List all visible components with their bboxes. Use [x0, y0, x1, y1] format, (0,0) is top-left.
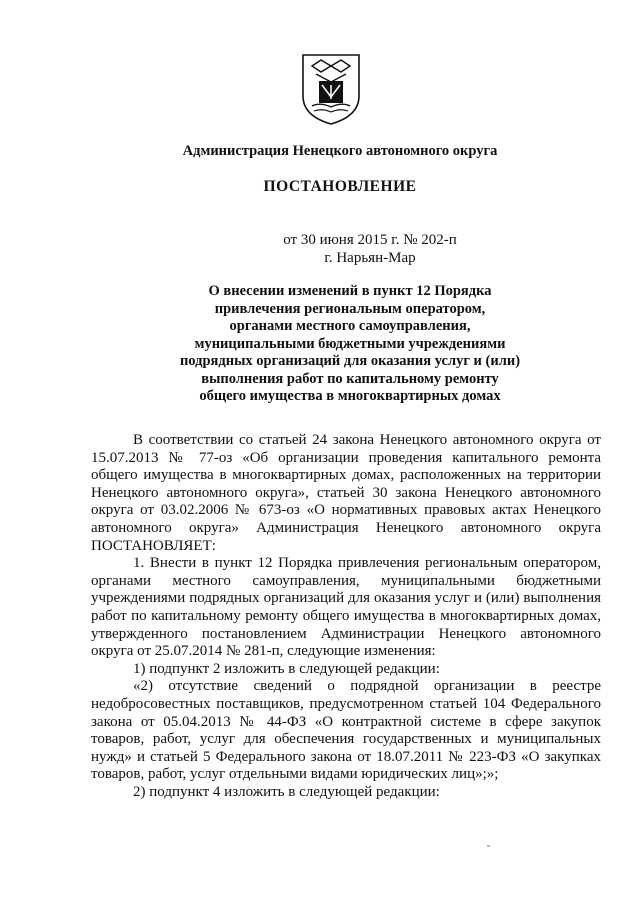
subitem-2-paragraph: 2) подпункт 4 изложить в следующей редакции:	[133, 783, 440, 800]
document-title	[90, 283, 610, 406]
item-1-paragraph: 1. Внести в пункт 12 Порядка привлечения региональным оператором, органами местного самоуправления, муниципальными бюджетными учреждениями подрядных организаций для оказания услуг и (или) выполнения работ по капитальному ремонту общего имущества в многоквартирных домах, утвержденного постановлением Администрации Ненецкого автономного округа от 25.07.2014 № 281-п, следующие изменения:	[91, 555, 601, 660]
title-line: муниципальными бюджетными учреждениями	[194, 335, 506, 352]
document-body	[91, 432, 601, 801]
title-line: общего имущества в многоквартирных домах	[199, 388, 501, 404]
subitem-1-paragraph: 1) подпункт 2 изложить в следующей редакции:	[133, 660, 440, 677]
document-place: г. Нарьян-Мар	[324, 250, 416, 266]
subitem-1-text: «2) отсутствие сведений о подрядной организации в реестре недобросовестных поставщиков, предусмотренном статьей 104 Федерального закона от 05.04.2013 № 44-ФЗ «О контрактной системе в сфере закупок товаров, работ, услуг для обеспечения государственных и муниципальных нужд» и статьей 5 Федерального закона от 18.07.2011 № 223-ФЗ «О закупках товаров, работ, услуг отдельными видами юридических лиц»;»;	[91, 678, 601, 783]
scan-speck	[487, 845, 490, 847]
preamble-paragraph: В соответствии со статьей 24 закона Ненецкого автономного округа от 15.07.2013 № 77-оз «Об организации проведения капитального ремонта общего имущества в многоквартирных домах, расположенных на территории Ненецкого автономного округа», статьей 30 закона Ненецкого автономного округа от 03.02.2006 № 673-оз «О нормативных правовых актах Ненецкого автономного округа» Администрация Ненецкого автономного округа ПОСТАНОВЛЯЕТ:	[91, 432, 601, 554]
title-line: привлечения региональным оператором,	[214, 300, 486, 317]
document-type: ПОСТАНОВЛЕНИЕ	[263, 178, 417, 195]
organization-name: Администрация Ненецкого автономного округа	[182, 143, 498, 159]
title-line: выполнения работ по капитальному ремонту	[201, 370, 499, 387]
title-line: органами местного самоуправления,	[229, 318, 471, 334]
coat-of-arms-emblem	[300, 52, 362, 126]
title-line: подрядных организаций для оказания услуг и (или)	[179, 353, 521, 369]
title-line: О внесении изменений в пункт 12 Порядка	[208, 283, 492, 299]
document-date-number: от 30 июня 2015 г. № 202-п	[283, 232, 457, 248]
